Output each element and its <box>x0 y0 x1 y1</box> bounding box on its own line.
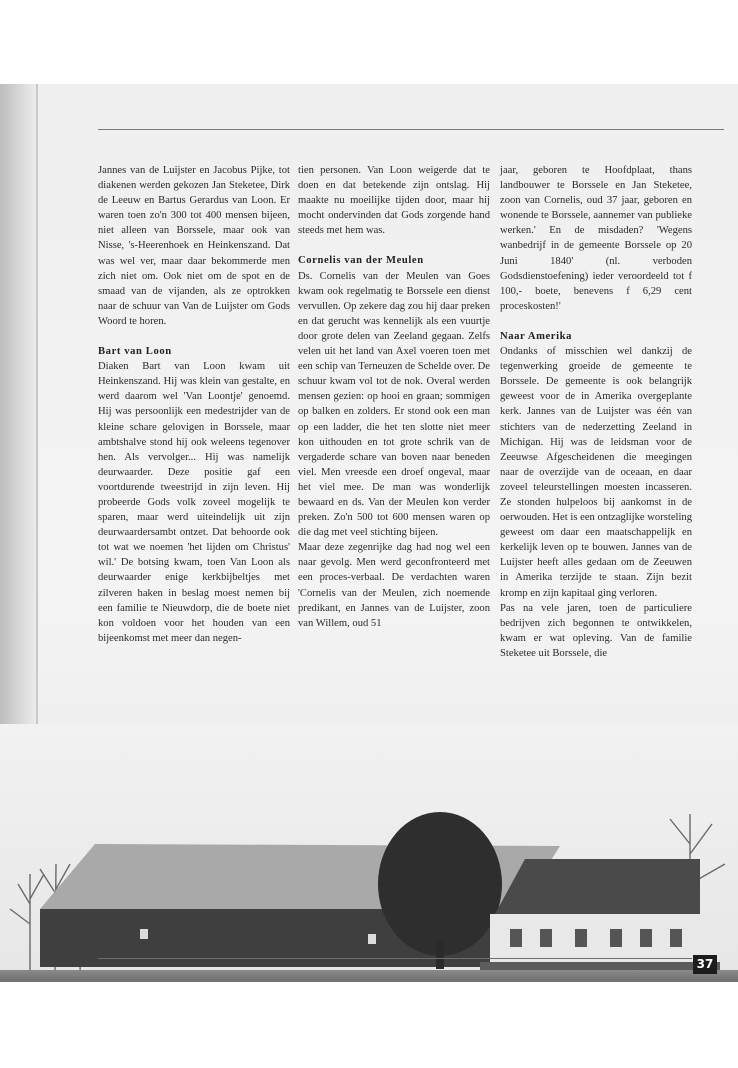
paragraph: tien personen. Van Loon weigerde dat te doen en dat betekende zijn ontslag. Hij maakte nu moeilijke tijden door, maar hij mocht ondervinden dat Gods zorgende hand steeds met hem was. <box>298 165 490 237</box>
paragraph: Maar deze zegenrijke dag had nog wel een naar gevolg. Men werd geconfronteerd met een proces-verbaal. De verdachten waren 'Cornelis van der Meulen, zich noemende predikant, en Jannes van de Luijster, zoon van Willem, oud 51 <box>298 542 490 629</box>
page-number: 37 <box>693 955 717 974</box>
text-column-3 <box>500 163 692 661</box>
section-heading: Naar Amerika <box>500 330 573 342</box>
section-heading: Cornelis van der Meulen <box>298 255 424 267</box>
barn-window <box>140 929 148 939</box>
barn-window <box>368 934 376 944</box>
paragraph: Pas na vele jaren, toen de particuliere bedrijven zich begonnen te ontwikkelen, kwam er wat opleving. Van de familie Steketee uit Borssele, die <box>500 602 692 659</box>
farmhouse-photo <box>0 724 738 982</box>
paragraph: jaar, geboren te Hoofdplaat, thans landbouwer te Borssele en Jan Steketee, zoon van Cornelis, oud 37 jaar, geboren en wonende te Borssele, aannemer van publieke werken.' En de misdaden? 'Wegens wanbedrijf in de gemeente Borssele op 20 Juni 1840' (nl. verboden Godsdienstoefening) ieder veroordeeld tot f 100,- boete, benevens f 6,29 cent proceskosten!' <box>500 165 692 312</box>
magazine-page <box>0 84 738 982</box>
paragraph: Ds. Cornelis van der Meulen van Goes kwam ook regelmatig te Borssele een dienst vervullen. Op zekere dag zou hij daar preken en dat gerucht was kennelijk als een vuurtje door grote delen van Zeeland gegaan. Zelfs velen uit het land van Axel voeren toen met een schip van Terneuzen de Schelde over. De schuur kwam vol tot de nok. Overal werden mensen gezien: op hooi en graan; sommigen op balken en zolders. Er stond ook een man op een ladder, die het ten slotte niet meer kon uithouden en tot grote schrik van de vergaderde schare van boven naar beneden viel. Men vreesde een droef ongeval, maar het viel mee. De man was wonderlijk bewaard en ds. Van der Meulen kon verder preken. Zo'n 500 tot 600 mensen waren op die dag met veel stichting bijeen. <box>298 270 490 539</box>
bottom-rule <box>98 958 692 959</box>
text-column-2 <box>298 163 490 631</box>
paragraph: Jannes van de Luijster en Jacobus Pijke, tot diakenen werden gekozen Jan Steketee, Dirk de Leeuw en Bartus Gerardus van Loon. Er waren toen zo'n 300 tot 400 mensen bijeen, niet alleen van Borssele, maar ook van Nisse, 's-Heerenhoek en Heinkenszand. Dat was wel ver, maar daar bekommerde men zich niet om. Ook niet om de spot en de smaad van de vijanden, als ze optrokken naar de schuur van Van de Luijster om Gods Woord te horen. <box>98 165 290 327</box>
house-roof <box>495 859 700 914</box>
text-column-1 <box>98 163 290 646</box>
paragraph: Diaken Bart van Loon kwam uit Heinkenszand. Hij was klein van gestalte, en werd daarom wel 'Van Loontje' genoemd. Hij was persoonlijk een medestrijder van de kleine schare gelovigen in Borssele, maar ambtshalve stond hij ook weleens tegenover hen. Als vervolger... Hij was namelijk deurwaarder. Deze positie gaf een voortdurende tweestrijd in zijn leven. Hij probeerde Gods volk zoveel mogelijk te sparen, maar werd uiteindelijk uit zijn deurwaardersambt ontzet. Dat behoorde ook tot wat we noemen 'het lijden om Christus' wil.' De botsing kwam, toen Van Loon als deurwaarder enige kerkbijbeltjes met zilveren haken in beslag moest nemen bij een familie te Nieuwdorp, die de boete niet kon voldoen voor het houden van een bijeenkomst met meer dan negen- <box>98 361 290 644</box>
top-rule <box>98 129 724 130</box>
pine-tree <box>378 812 502 956</box>
field <box>0 970 738 982</box>
paragraph: Ondanks of misschien wel dankzij de tegenwerking groeide de gemeente te Borssele. De gemeente is ook belangrijk geweest voor de in Amerika overgeplante kerk. Jannes van de Luijster was één van stichters van de nederzetting Zeeland in Michigan. Hij was de leidsman voor de Zeeuwse Afgescheidenen die meegingen naar de overzijde van de oceaan, en daar zoveel teleurstellingen moesten incasseren. Ze stonden hulpeloos bij aankomst in de oerwouden. Het is een ontzaglijke worsteling geweest om daar een maatschappelijk en kerkelijk leven op te bouwen. Jannes van de Luijster heeft alles gedaan om de Zeeuwen in Amerika terzijde te staan. Zijn bezit kromp en zijn kapitaal ging verloren. <box>500 346 692 599</box>
section-heading: Bart van Loon <box>98 346 172 358</box>
